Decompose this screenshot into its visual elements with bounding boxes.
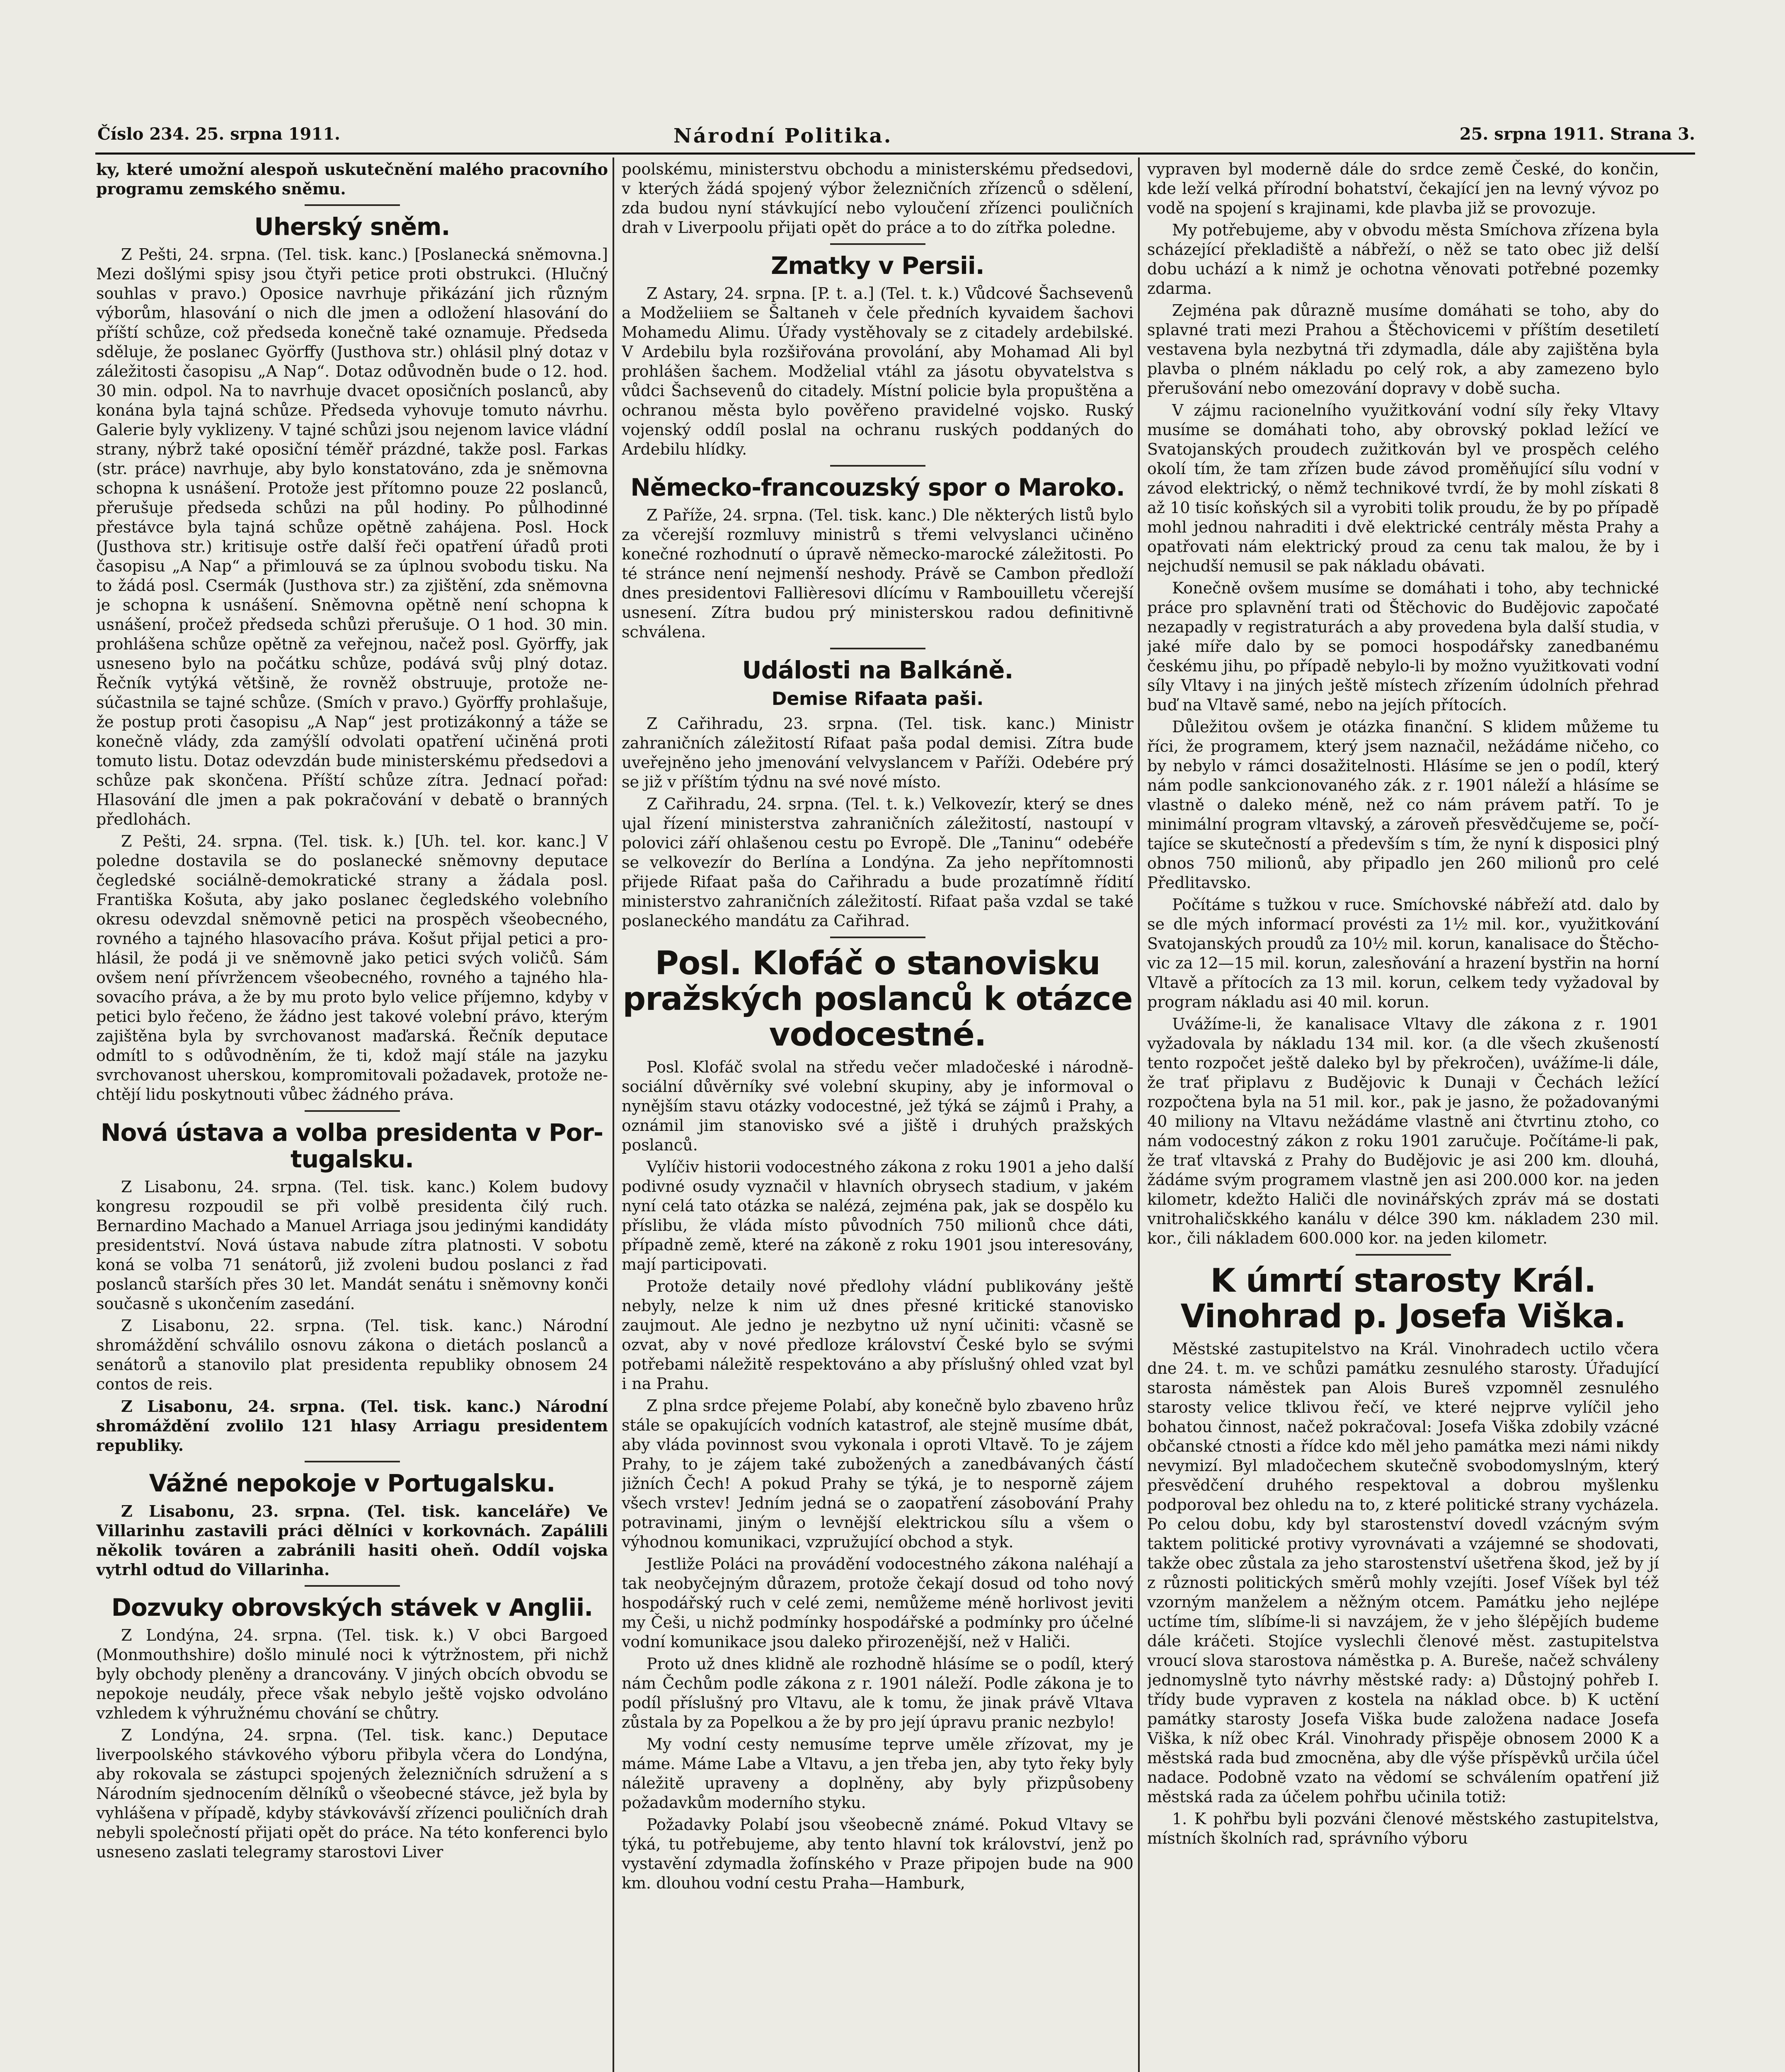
article-headline: Posl. Klofáč o stanovisku pražských poslanců k otázce vodocestné. — [622, 945, 1133, 1053]
article-paragraph: Z plna srdce přejeme Polabí, aby konečně bylo zbaveno hrůz stále se opakujících vodních katastrof, ale stejně musíme dbát, aby vláda povinnost svou vykonala i oproti Vltavě. To je zájem Prahy, to je zájem také zubožených a zanedbávaných částí jižních Čech! A pokud Prahy se týká, je to nesporně zájem všech vrstev! Jedním jedná se o zaopatření zásobování Prahy potravinami, jiným o levnější elektrickou sílu a všem o výhodnou komunikaci, vzpružující obchod a styk. — [622, 1397, 1133, 1551]
article-paragraph: V zájmu racionelního využitkování vodní síly řeky Vltavy musíme se domáhati toho, aby obrovský poklad ležící ve Svatojanských proudech zužitkován byl ve prospěch celého okolí tím, že tam zřízen bude závod proměňující sílu vodní v závod elektrický, o němž technikové tvrdí, že by mohl získati 8 až 10 tisíc koňských sil a vyrobiti tolik proudu, že by po případě mohl jednou nahraditi i dvě elektrické centrály města Prahy a opatřovati nám elektrický proud za cenu tak malou, že by i nejchudší nemusil se pak nákladu obávati. — [1147, 401, 1659, 575]
article-headline: Nová ústava a volba presidenta v Portugalsku. — [100, 1118, 604, 1173]
column-1 — [96, 160, 608, 2072]
column-divider — [613, 157, 614, 2072]
article-headline: Německo-francouzský spor o Maroko. — [630, 473, 1125, 501]
column-2 — [622, 160, 1133, 2072]
article-paragraph: Městské zastupitelstvo na Král. Vinohradech uctilo včera dne 24. t. m. ve schůzi památku zesnulého starosty. Úřadující starosta náměstek pan Alois Bureš vzpomněl zesnulého starosty velice tklivou řečí, ve které nejprve vylíčil jeho bohatou činnost, načež pokračoval: Josefa Viška zdobily vzácné občanské ctnosti a řídce kdo měl jeho památka mezi námi nikdy nevymizí. Byl mladočechem skutečně svobodomyslným, který přesvědčení druhého respektoval a dobrou myšlenku podporoval bez ohledu na to, z které politické strany vycházela. Po celou dobu, kdy byl starostenství dovedl vzácným svým taktem politické protivy vyrovnávati a vzájemné se shodovati, takže obec zůstala za jeho starostenství ušetřena škod, jež by jí z různosti politických směrů mohly vzejíti. Josef Víšek byl též vzorným manželem a něžným otcem. Památku jeho nejlépe uctíme tím, slíbíme-li si navzájem, že v jeho šlépějích budeme dále kráčeti. Stojíce vyslechli členové měst. zastupitelstva vroucí slova starostova náměstka p. A. Bureše, načež schváleny jednomyslně tyto návrhy městské rady: a) Důstojný pohřeb I. třídy bude vypraven z kostela na náklad obce. b) K uctění památky starosty Josefa Viška bude založena nadace Josefa Viška, k níž obec Král. Vinohrady přispěje obnosem 2000 K a městská rada bud zmocněna, aby dle výše příspěvků určila účel nadace. Podobně vzato na vědomí se schválením opatření již městská rada za účelem pohřbu učinila totiž: — [1147, 1340, 1659, 1806]
article-paragraph: Z Paříže, 24. srpna. (Tel. tisk. kanc.) Dle některých listů bylo za včerejší rozmluvy ministrů s třemi velvyslanci učiněno konečné rozhodnutí o úpravě německo-marocké záležitosti. Po té stránce není nejmenší neshody. Právě se Cambon předloží dnes presidentovi Fallièresovi dlícímu v Rambouilletu včerejší usnesení. Zítra budou prý ministerskou radou definitivně schválena. — [622, 506, 1133, 641]
column-divider — [1138, 157, 1140, 2072]
article-paragraph: Proto už dnes klidně ale rozhodně hlásíme se o podíl, který nám Čechům podle zákona z r. 1901 náleží. Podle zákona je to podíl příslušný pro Vltavu, ale k tomu, že jinak právě Vltava zůstala by za Popelkou a že by pro její úpravu pranic nezbylo! — [622, 1655, 1133, 1731]
date-page-number: 25. srpna 1911. Strana 3. — [1459, 124, 1695, 144]
article-paragraph: Konečně ovšem musíme se domáhati i toho, aby technické práce pro splavnění trati od Štěchovic do Budějovic započaté nezapadly v registraturách a aby provedena byla další studia, v jaké míře dalo by se pomoci hospodářsky zanedbanému českému jihu, po případě nebylo-li by možno využitkovati vodní síly Vltavy i na jiných ještě místech zřízením údolních přehrad buď na Vltavě samé, nebo na jejích přítocích. — [1147, 579, 1659, 714]
article-paragraph: Z Pešti, 24. srpna. (Tel. tisk. kanc.) [Poslanecká sněmovna.] Mezi došlými spisy jsou čtyři petice proti obstrukci. (Hlučný souhlas v pravo.) Oposice navrhuje přikázání jich různým výborům, hlasování o nich dle jmen a odložení hlasování do příští schůze, což předseda konečně také oznamuje. Předseda sděluje, že poslanec Györffy (Justhova str.) ohlásil plný dotaz v záležitosti časopisu „A Nap“. Dotaz odůvodněn bude o 12. hod. 30 min. odpol. Na to navrhuje dvacet oposičních poslanců, aby konána byla tajná schůze. Předseda vyhovuje tomuto návrhu. Galerie byly vyklizeny. V tajné schůzi jsou nejenom lavice vládní strany, nýbrž také oposiční téměř prázdné, takže posl. Farkas (str. práce) navrhuje, aby bylo konstatováno, zda je sněmovna schopna k usnášení. Protože jest přítomno pouze 22 poslanců, přerušuje předseda schůzi na půl hodiny. Po půlhodinné přestávce byla tajná schůze opětně zahájena. Posl. Hock (Justhova str.) kritisuje ostře další řeči opatření úřadů proti časopisu „A Nap“ a přimlouvá se za úplnou svobodu tisku. Na to žádá posl. Csermák (Justhova str.) za zjištění, zda sněmovna je schopna k usnášení. Sněmovna opětně není schopna k usnášení, pročež předseda schůzi přerušuje. O 1 hod. 30 min. prohlášena schůze opětně za veřejnou, načež posl. Györffy, jak usneseno bylo na počátku schůze, podává svůj plný dotaz. Řečník vytýká většině, že rovněž obstruuje, protože nesúčastnila se tajné schůze. (Smích v pravo.) Györffy prohlašuje, že postup proti časopisu „A Nap“ jest protizákonný a táže se konečně vlády, zda zamýšlí odvolati opatření učiněná proti tomuto listu. Dotaz odevzdán bude ministerskému předsedovi a schůze pak skončena. Příští schůze zítra. Jednací pořad: Hlasování dle jmen a pak pokračování v debatě o branných předlohách. — [96, 245, 608, 828]
article-paragraph: My vodní cesty nemusíme teprve uměle zřízovat, my je máme. Máme Labe a Vltavu, a jen třeba jen, aby tyto řeky byly náležitě upraveny a doplněny, aby byly přizpůsobeny požadavkům moderního styku. — [622, 1735, 1133, 1812]
column-3 — [1147, 160, 1659, 2072]
section-divider — [830, 243, 925, 245]
article-paragraph: Z Lisabonu, 24. srpna. (Tel. tisk. kanc.) Národní shromáždění zvolilo 121 hlasy Arriagu presidentem republiky. — [96, 1397, 608, 1455]
article-headline: Dozvuky obrovských stávek v Anglii. — [111, 1593, 593, 1622]
section-divider — [830, 465, 925, 467]
article-paragraph: Z Londýna, 24. srpna. (Tel. tisk. kanc.) Deputace liverpoolského stávkového výboru přibyla včera do Londýna, aby rokovala se zástupci spojených železničních sdružení a s Národním sjednocením dělníků o všeobecné stávce, jež byla by vyhlášena v případě, kdyby stávkovávší zřízenci pouličních drah nebyli společností přijati opět do práce. Na této konferenci bylo usneseno zaslati telegramy starostovi Liver — [96, 1726, 608, 1861]
article-paragraph: Protože detaily nové předlohy vládní publikovány ještě nebyly, nelze k nim už dnes přesné kritické stanovisko zaujmout. Ale jedno je nezbytno už nyní učiniti: včasně se ozvat, aby v nové předloze království České bylo se svými potřebami náležitě respektováno a aby příslušný ohled vzat byl i na Prahu. — [622, 1277, 1133, 1393]
header-rule — [95, 152, 1695, 155]
article-paragraph: Vylíčiv historii vodocestného zákona z roku 1901 a jeho další podivné osudy vyznačil v hlavních obrysech stadium, v jakém nyní celá tato otázka se nalézá, zejména pak, jak se dospělo ku příslibu, že vláda místo původních 750 milionů chce dáti, případně země, které na zákoně z roku 1901 jsou interesovány, mají participovati. — [622, 1158, 1133, 1273]
section-divider — [305, 204, 400, 206]
article-paragraph: Zejména pak důrazně musíme domáhati se toho, aby do splavné trati mezi Prahou a Štěchovicemi v příštím desetiletí vestavena byla nezbytná tři zdymadla, dále aby zajištěna byla plavba o plném nákladu po celý rok, a aby zamezeno bylo přerušování nebo omezování dopravy v době sucha. — [1147, 301, 1659, 397]
article-paragraph: My potřebujeme, aby v obvodu města Smíchova zřízena byla scházející překladiště a nábřeží, o něž se tato obec již delší dobu uchází a k nimž je ochotna věnovati potřebné pozemky zdarma. — [1147, 221, 1659, 298]
article-headline: Události na Balkáně. — [742, 656, 1013, 684]
article-paragraph: 1. K pohřbu byli pozváni členové městského zastupitelstva, místních školních rad, správního výboru — [1147, 1810, 1659, 1847]
article-paragraph: Z Lisabonu, 23. srpna. (Tel. tisk. kanceláře) Ve Villarinhu zastavili práci dělníci v korkovnách. Zapálili několik továren a zabránili hasiti oheň. Oddíl vojska vytrhl odtud do Villarinha. — [96, 1502, 608, 1579]
article-paragraph: Uvážíme-li, že kanalisace Vltavy dle zákona z r. 1901 vyžadovala by nákladu 134 mil. kor. (a dle všech zkušeností tento rozpočet ještě daleko byl by překročen), uvážíme-li dále, že trať připlavu z Budějovic k Dunaji v Čechách ležící rozpočtena byla na 51 mil. kor., pak je jasno, že požadovanými 40 miliony na Vltavu nežádáme vlastně ani čtvrtinu ztoho, co nám vodocestný zákon z roku 1901 zaručuje. Počítáme-li pak, že trať vltavská z Prahy do Budějovic je asi 200 km. dlouhá, žádáme svým programem vlastně jen asi 200.000 kor. na jeden kilometr, kdežto Haliči dle novinářských zpráv má se dostati vnitrohaličskkého kanálu v délce 390 km. nákladem 230 mil. kor., čili nákladem 600.000 kor. na jeden kilometr. — [1147, 1015, 1659, 1247]
section-divider — [305, 1585, 400, 1587]
article-paragraph: Z Lisabonu, 24. srpna. (Tel. tisk. kanc.) Kolem budovy kongresu rozpoudil se při volbě presidenta čilý ruch. Bernardino Machado a Manuel Arriaga jsou jedinými kandidáty presidentství. Nová ústava nabude zítra platnosti. V sobotu koná se volba 71 senátorů, již zvoleni budou poslanci z řad poslanců starších přes 30 let. Mandát senátu i sněmovny konči současně s ukončením zasedání. — [96, 1178, 608, 1313]
section-divider — [1356, 1254, 1451, 1256]
article-paragraph: Počítáme s tužkou v ruce. Smíchovské nábřeží atd. dalo by se dle mých informací provésti za 1½ mil. kor., využitkování Svatojanských proudů za 10½ mil. korun, kanalisace do Štěchovic za 12—15 mil. korun, zalesňování a hrazení bystřin na horní Vltavě a přítocích za 13 mil. korun, celkem tedy vyžadoval by program nákladu asi 40 mil. korun. — [1147, 896, 1659, 1011]
section-divider — [305, 1461, 400, 1462]
article-headline: Vážné nepokoje v Portugalsku. — [149, 1469, 555, 1497]
article-paragraph: Z Londýna, 24. srpna. (Tel. tisk. k.) V obci Bargoed (Monmouthshire) došlo minulé noci k výtržnostem, při nichž byly obchody pleněny a drancovány. V jiných obcích obvodu se nepokoje neudály, přece však nebylo ještě vojsko odvoláno vzhledem k výhružnému chování se chůtry. — [96, 1626, 608, 1722]
article-paragraph: Z Cařihradu, 24. srpna. (Tel. t. k.) Velkovezír, který se dnes ujal řízení ministerstva zahraničních záležitostí, nastoupí v polovici září ohlašenou cestu po Evropě. Dle „Taninu“ odebéře se velkovezír do Berlína a Londýna. Za jeho nepřítomnosti přijede Rifaat paša do Cařihradu a bude prozatímně řídití ministerstvo zahraničních záležitostí. Rifaat paša vzdal se také poslaneckého mandátu za Cařihrad. — [622, 795, 1133, 930]
article-paragraph: Z Cařihradu, 23. srpna. (Tel. tisk. kanc.) Ministr zahraničních záležitostí Rifaat paša podal demisi. Zítra bude uveřejněno jeho jmenování velvyslancem v Paříži. Odebére prý se již v příštím týdnu na své nové místo. — [622, 714, 1133, 791]
article-subheadline: Demise Rifaata paši. — [771, 688, 984, 709]
article-headline: K úmrtí starosty Král. Vinohrad p. Josefa Viška. — [1180, 1262, 1626, 1335]
article-paragraph: Z Astary, 24. srpna. [P. t. a.] (Tel. t. k.) Vůdcové Šachsevenů a Modželiiem se Šaltaneh v čele předních kyvaidem šachovi Mohamedu Alimu. Úřady vystěhovaly se z citadely ardebilské. V Ardebilu byla rozšiřována provolání, aby Mohamad Ali byl prohlášen šachem. Modželial vtáhl za jásotu obyvatelstva s vůdci Šachsevenů do citadely. Místní policie byla propuštěna a ochranou města bylo pověřeno pravidelné vojsko. Ruský vojenský oddíl poslal na ochranu ruských poddaných do Ardebilu hlídky. — [622, 284, 1133, 458]
article-paragraph: ky, které umožní alespoň uskutečnění malého pracovního programu zemského sněmu. — [96, 160, 608, 198]
section-divider — [305, 1110, 400, 1112]
article-paragraph: vypraven byl moderně dále do srdce země České, do končin, kde leží velká přírodní bohatství, čekající jen na levný vývoz po vodě na spojení s krajinami, kde plavba již se provozuje. — [1147, 160, 1659, 217]
article-paragraph: Jestliže Poláci na provádění vodocestného zákona naléhají a tak neobyčejným důrazem, protože čekají dosud od toho nový hospodářský ruch v celé zemi, nemůžeme méně horlivost jeviti my Češi, u nichž podmínky hospodářské a podmínky pro účelné vodní komunikace jsou daleko přirozenější, než v Haliči. — [622, 1555, 1133, 1651]
article-paragraph: Důležitou ovšem je otázka finanční. S klidem můžeme tu říci, že programem, který jsem naznačil, nežádáme ničeho, co by nebylo v rámci dosažitelnosti. Hlásíme se jen o podíl, který nám podle sankcionovaného zák. z r. 1901 náleží a hlásíme se vlastně o daleko méně, než co nám právem patří. To je minimální program vltavský, a zároveň přesvědčujeme se, počítajíce se skutečností a především s tím, že nyní k disposici plný obnos 750 milionů, aby připadlo jen 260 milionů pro celé Předlitavsko. — [1147, 718, 1659, 892]
article-paragraph: Z Lisabonu, 22. srpna. (Tel. tisk. kanc.) Národní shromáždění schválilo osnovu zákona o dietách poslanců a senátorů a stanovilo plat presidenta republiky obnosem 24 contos de reis. — [96, 1317, 608, 1393]
newspaper-title: Národní Politika. — [673, 124, 893, 148]
article-paragraph: Posl. Klofáč svolal na středu večer mladočeské i národně-sociální důvěrníky své volební skupiny, aby je informoval o nynějším stavu otázky vodocestné, jež týká se zájmů i Prahy, a oznámil jim stanovisko své a jiště i druhých pražských poslanců. — [622, 1058, 1133, 1154]
article-paragraph: poolskému, ministerstvu obchodu a ministerskému předsedovi, v kterých žádá spojený výbor železničních zřízenců o sdělení, zda budou nyní stávkující nebo vyloučení zřízenci pouličních drah v Liverpoolu přijati opět do práce a to do zítřka poledne. — [622, 160, 1133, 237]
article-paragraph: Z Pešti, 24. srpna. (Tel. tisk. k.) [Uh. tel. kor. kanc.] V poledne dostavila se do poslanecké sněmovny deputace čegledské sociálně-demokratické strany a žádala posl. Františka Košuta, aby jako poslanec čegledského volebního okresu odevzdal sněmovně petici na prospěch všeobecného, rovného a tajného hlasovacího práva. Košut přijal petici a prohlásil, že podá ji ve sněmovně jako petici svých voličů. Sám ovšem není přívržencem všeobecného, rovného a tajného hlasovacího práva, a že by mu proto bylo velice příjemno, kdyby v petici bylo řečeno, že žádno jest takové volební právo, kterým zajištěna byla by svrchovanost maďarská. Řečník deputace odmítl to s odůvodněním, že ti, kdož mají stále na jazyku svrchovanost uherskou, kompromitovali požadavek, protože nechtějí lidu poskytnouti vůbec žádného práva. — [96, 832, 608, 1104]
section-divider — [830, 648, 925, 649]
article-headline: Uherský sněm. — [254, 213, 450, 241]
section-divider — [830, 937, 925, 938]
article-headline: Zmatky v Persii. — [771, 252, 984, 280]
issue-number-date: Číslo 234. 25. srpna 1911. — [97, 124, 340, 144]
article-paragraph: Požadavky Polabí jsou všeobecně známé. Pokud Vltavy se týká, tu potřebujeme, aby tento hlavní tok království, jenž po vystavění zdymadla žofínského v Praze připojen bude na 900 km. dlouhou vodní cestu Praha—Hamburk, — [622, 1815, 1133, 1892]
